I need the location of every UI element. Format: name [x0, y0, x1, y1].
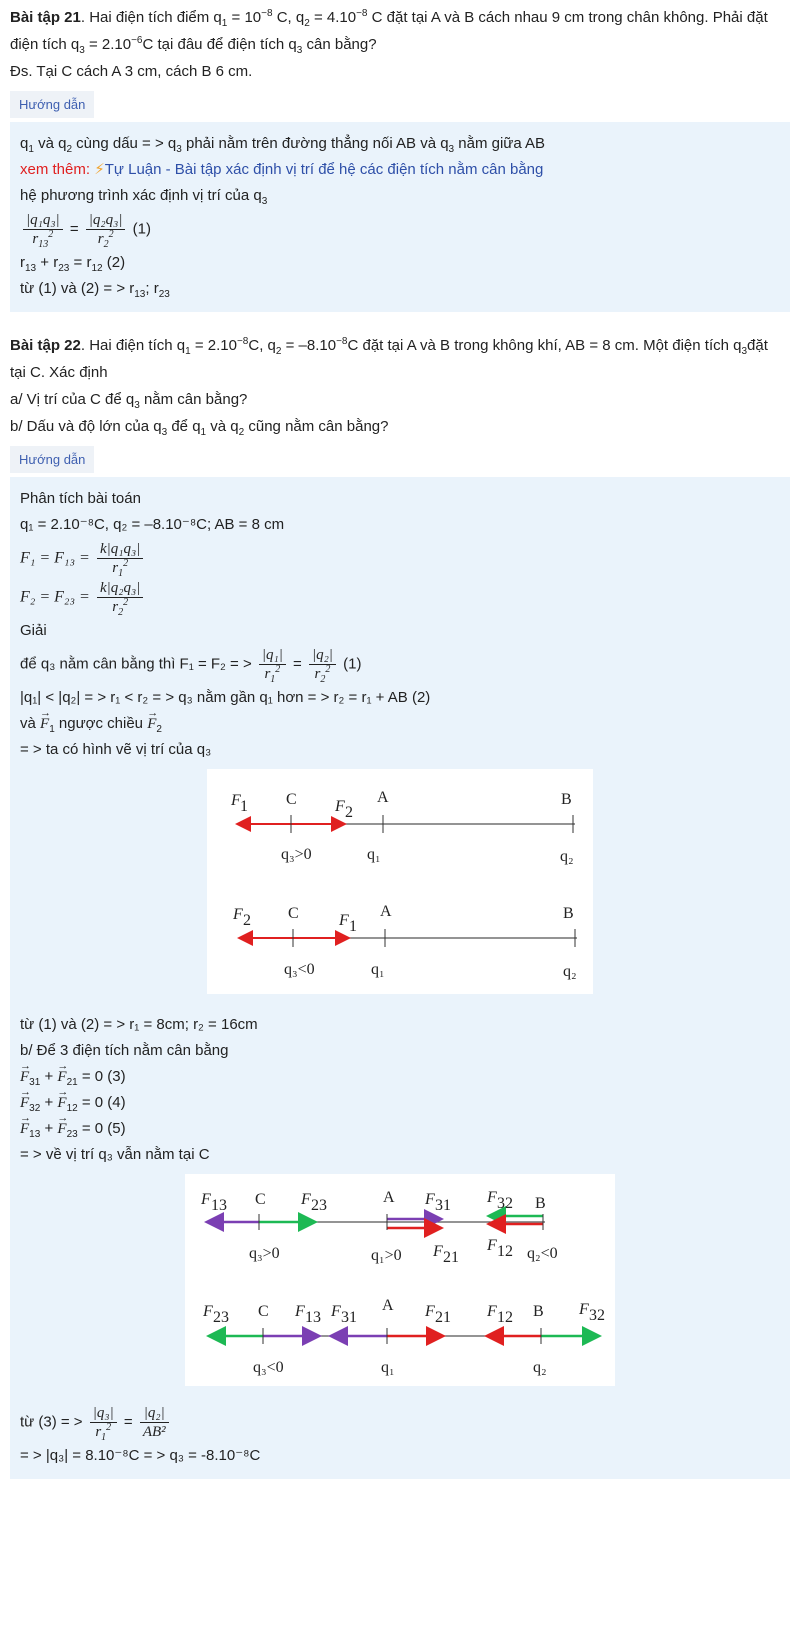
- label-q3: q₃>0: [281, 846, 312, 863]
- guide-button-22[interactable]: Hướng dẫn: [10, 446, 94, 473]
- label-b: B: [561, 791, 572, 808]
- equation-from-3: từ (3) = > $\frac{\text{|q₃|}}{r_1^2}$ = $\frac{\text{|q₂|}}{\text{AB²}}$: [20, 1404, 780, 1441]
- label-f23: F: [203, 1303, 213, 1320]
- label-q2: q₂: [560, 848, 574, 865]
- label-f13: F: [295, 1303, 305, 1320]
- label-f23: F: [301, 1191, 311, 1208]
- comparison-line: |q₁| < |q₂| = > r₁ < r₂ = > q₃ nằm gần q₁ hơn = > r₂ = r₁ + AB (2): [20, 689, 431, 706]
- exercise-21: [10, 4, 790, 85]
- label-sub: 31: [435, 1197, 451, 1214]
- label-sub: 21: [435, 1309, 451, 1326]
- exercise-22: Bài tập 22. Hai điện tích $q_1 = 2.10^{-8}C$, $q_2 = -8.10^{-8}C$ đặt tại A và B trong không khí, AB = 8 cm. Một điện tích $q_3đặt$ tại C. Xác định a/ Vị trí của C để $q_3$ nằm cân bằng? b/ Dấu và độ lớn của $q_3$ để $q_1$ và $q_2$ cũng nằm cân bằng?: [10, 336, 768, 438]
- label-q2: q₂: [533, 1359, 547, 1376]
- label-f21: F: [433, 1243, 443, 1260]
- label-q2: q₂: [563, 963, 577, 980]
- opposite-direction-line: và → $F_1$ ngược chiều → $F_2$: [20, 711, 780, 737]
- label-sub: 32: [589, 1307, 605, 1324]
- sup: −8: [356, 8, 368, 19]
- equation-3: → $F_{31}$ + → $F_{21} = 0$ (3): [20, 1064, 780, 1090]
- lightning-icon: ⚡: [94, 161, 105, 178]
- solve-heading: Giải: [20, 622, 47, 639]
- label-sub: 13: [305, 1309, 321, 1326]
- label-sub: 2: [345, 804, 353, 821]
- label-f32: F: [579, 1301, 589, 1318]
- label-q1: q₁>0: [371, 1247, 402, 1264]
- label-q1: q₁: [381, 1359, 395, 1376]
- part-b-heading: b/ Để 3 điện tích nằm cân bằng: [20, 1042, 229, 1059]
- label-f2: F: [335, 798, 345, 815]
- label-sub: 13: [211, 1197, 227, 1214]
- ex21-text: = 4.10: [309, 9, 357, 26]
- sub: 2: [304, 18, 310, 29]
- label-a: A: [380, 903, 392, 920]
- label-q3: q₃<0: [284, 961, 315, 978]
- label-c: C: [286, 791, 297, 808]
- label-sub: 23: [311, 1197, 327, 1214]
- label-b: B: [563, 905, 574, 922]
- label-f1: F: [339, 912, 349, 929]
- label-f32: F: [487, 1189, 497, 1206]
- label-sub: 12: [497, 1309, 513, 1326]
- label-a: A: [383, 1189, 395, 1206]
- label-sub: 23: [213, 1309, 229, 1326]
- equation-1: $\frac{\text{|q₁q₃|}}{r_{13}^2}$ = $\frac{\text{|q₂q₃|}}{r_2^2}$ (1): [20, 211, 780, 248]
- guide-line: từ (1) và (2) = > $r_{13}$; $r_{23}$: [20, 280, 170, 300]
- position-diagram-2: [185, 1174, 615, 1386]
- label-f12: F: [487, 1237, 497, 1254]
- equilibrium-condition: để q₃ nằm cân bằng thì F₁ = F₂ = > $\frac{\text{|q₁|}}{r_1^2}$ = $\frac{\text{|q₂|}}{r_2^2}$ (1): [20, 647, 362, 685]
- sub: 1: [221, 18, 228, 29]
- exercise-21-title: Bài tập 21: [10, 9, 81, 26]
- ex21-answer: Đs. Tại C cách A 3 cm, cách B 6 cm.: [10, 63, 253, 80]
- sub: 3: [296, 45, 303, 56]
- label-sub: 32: [497, 1195, 513, 1212]
- label-sub: 12: [497, 1243, 513, 1260]
- label-f31: F: [425, 1191, 435, 1208]
- label-q2: q₂<0: [527, 1245, 558, 1262]
- given-data: q₁ = 2.10⁻⁸C, q₂ = –8.10⁻⁸C; AB = 8 cm: [20, 516, 285, 533]
- figure-intro: = > ta có hình vẽ vị trí của q₃: [20, 741, 212, 758]
- label-sub: 21: [443, 1249, 459, 1266]
- equation-2: $r_{13} + r_{23} = r_{12}$ (2): [20, 254, 126, 274]
- label-f21: F: [425, 1303, 435, 1320]
- label-a: A: [382, 1297, 394, 1314]
- force-f2-formula: F₂ = F₂₃ = $\frac{\text{k|q₂q₃|}}{r_2^2}$: [20, 579, 780, 616]
- label-f1: F: [231, 792, 241, 809]
- label-q1: q₁: [371, 961, 385, 978]
- ex21-text: C tại đâu để điện tích q: [142, 36, 297, 53]
- label-sub: 1: [240, 798, 248, 815]
- label-sub: 31: [341, 1309, 357, 1326]
- label-f12: F: [487, 1303, 497, 1320]
- ex21-text: C đặt tại A và B cách nhau 9 cm trong chân không. Phải đặt: [367, 9, 768, 26]
- label-a: A: [377, 789, 389, 806]
- ex22-question-a: a/ Vị trí của C để q: [10, 391, 135, 408]
- ex21-text: = 10: [227, 9, 262, 26]
- equation-4: → $F_{32}$ + → $F_{12} = 0$ (4): [20, 1090, 780, 1116]
- ex21-text: điện tích q: [10, 36, 80, 53]
- label-q3: q₃>0: [249, 1245, 280, 1262]
- ex21-text: C, q: [272, 9, 305, 26]
- sup: −6: [131, 35, 143, 46]
- eq-tag: (1): [132, 220, 151, 238]
- label-q3: q₃<0: [253, 1359, 284, 1376]
- guide-line: hệ phương trình xác định vị trí của $q_3$: [20, 187, 268, 207]
- ex22-text: tại C. Xác định: [10, 364, 108, 381]
- see-more-link[interactable]: Tự Luận - Bài tập xác định vị trí để hệ các điện tích nằm cân bằng: [104, 161, 544, 178]
- guide-button-21[interactable]: Hướng dẫn: [10, 91, 94, 118]
- label-sub: 2: [243, 912, 251, 929]
- label-f2: F: [233, 906, 243, 923]
- ex21-text: = 2.10: [84, 36, 132, 53]
- position-diagram-1: [207, 769, 593, 994]
- ex22-question-b: b/ Dấu và độ lớn của q: [10, 418, 162, 435]
- ex21-text: cân bằng?: [302, 36, 377, 53]
- sup: −8: [261, 8, 273, 19]
- see-more-label: xem thêm:: [20, 161, 95, 178]
- fraction: $\frac{\text{|q₂q₃|}}{r_2^2}$: [86, 211, 126, 248]
- label-q1: q₁: [367, 846, 381, 863]
- see-more-line: [20, 157, 780, 183]
- final-answer: = > |q₃| = 8.10⁻⁸C = > q₃ = -8.10⁻⁸C: [20, 1447, 261, 1464]
- sub: 3: [79, 45, 85, 56]
- position-conclusion: = > về vị trí q₃ vẫn nằm tại C: [20, 1146, 210, 1163]
- page-content: [0, 4, 800, 1479]
- label-c: C: [288, 905, 299, 922]
- fraction: $\frac{\text{|q₁q₃|}}{r_{13}^2}$: [23, 211, 63, 248]
- force-f1-formula: F₁ = F₁₃ = $\frac{\text{k|q₁q₃|}}{r_1^2}$: [20, 540, 780, 577]
- analysis-heading: Phân tích bài toán: [20, 490, 141, 507]
- label-b: B: [533, 1303, 544, 1320]
- label-c: C: [255, 1191, 266, 1208]
- label-f31: F: [331, 1303, 341, 1320]
- guide-line: $q_1$ và $q_2$ cùng dấu = > $q_3$ phải nằm trên đường thẳng nối AB và $q_3$ nằm giữa AB: [20, 135, 546, 155]
- guide-box-21: [10, 122, 790, 312]
- equation-5: → $F_{13}$ + → $F_{23} = 0$ (5): [20, 1116, 780, 1142]
- result-a: từ (1) và (2) = > r₁ = 8cm; r₂ = 16cm: [20, 1016, 258, 1033]
- label-c: C: [258, 1303, 269, 1320]
- exercise-22-title: Bài tập 22: [10, 337, 81, 354]
- label-b: B: [535, 1195, 546, 1212]
- ex21-text: . Hai điện tích điểm q: [80, 9, 222, 26]
- label-sub: 1: [349, 918, 357, 935]
- guide-box-22: [10, 477, 790, 1479]
- label-f13: F: [201, 1191, 211, 1208]
